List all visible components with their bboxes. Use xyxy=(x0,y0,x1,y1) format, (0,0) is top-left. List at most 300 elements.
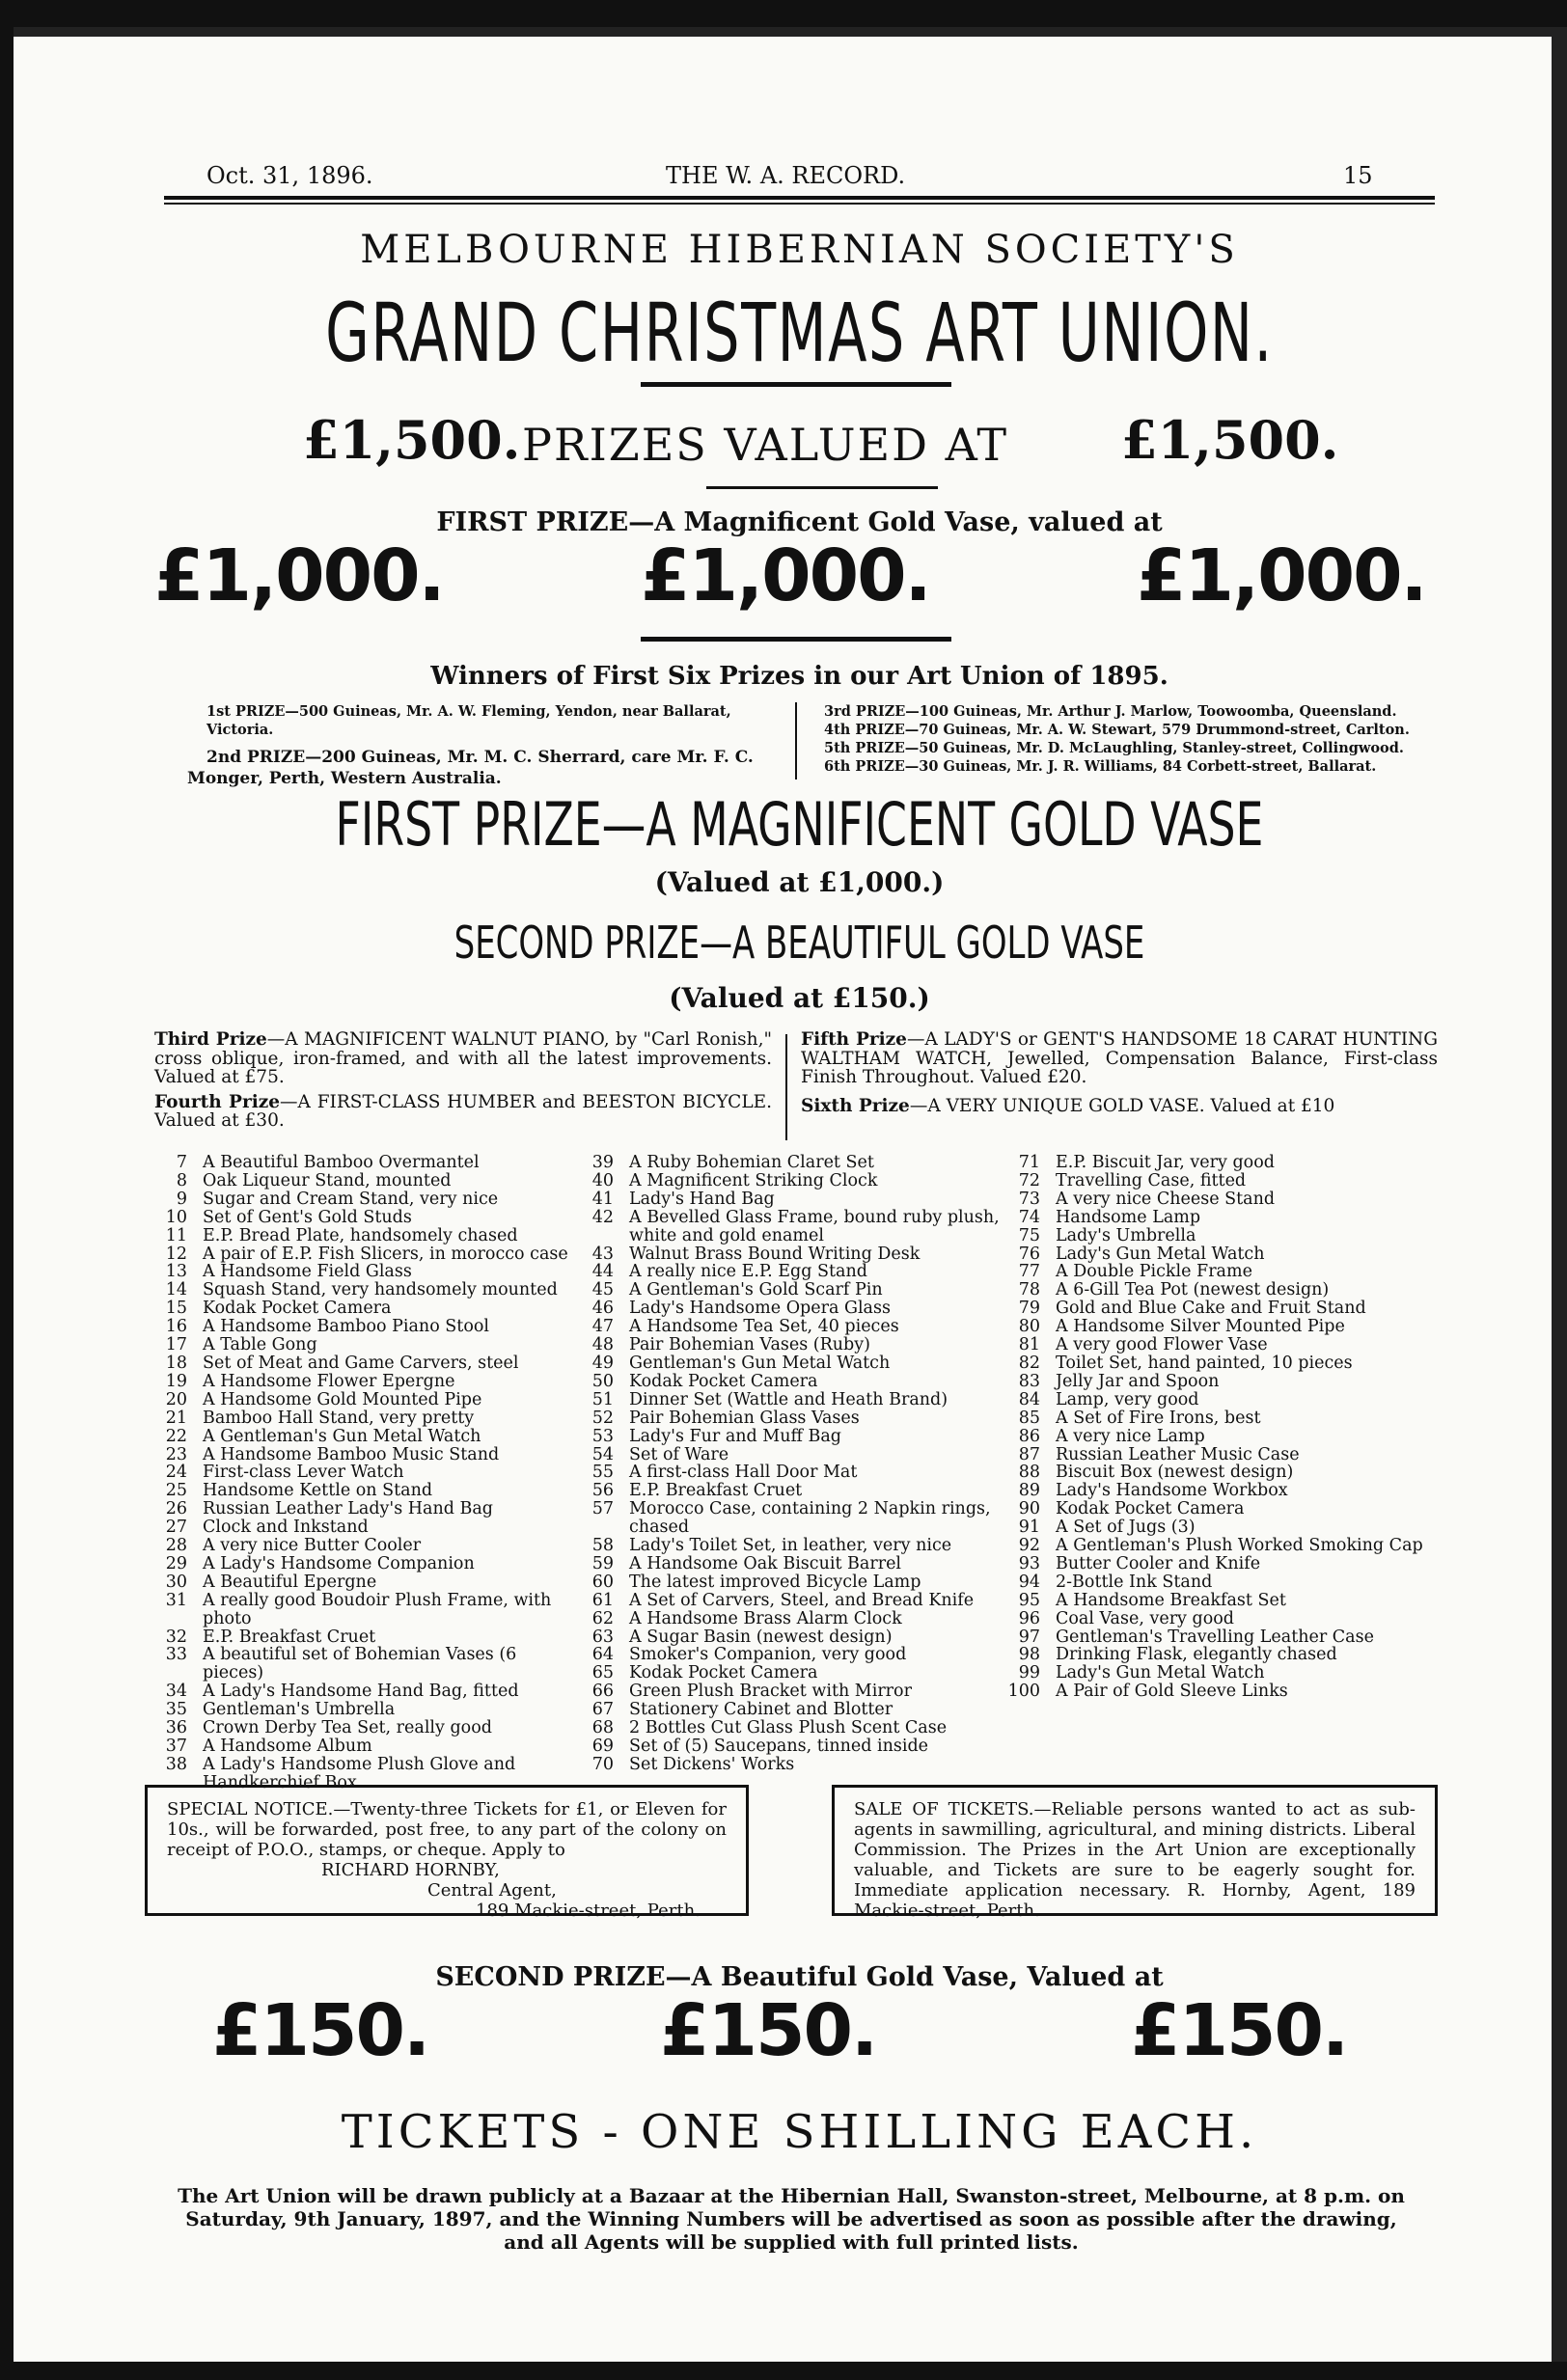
prize-item-number: 72 xyxy=(1018,1170,1040,1190)
prize-item-text: A Handsome Album xyxy=(203,1737,372,1756)
prize-item xyxy=(575,1592,1000,1610)
prize-item-number: 73 xyxy=(1018,1189,1040,1209)
prize-item-text: Set Dickens' Works xyxy=(629,1754,795,1774)
prize-item-text: Handsome Lamp xyxy=(1056,1207,1201,1227)
first-prize-divider xyxy=(641,637,951,642)
second-prize-amount-right: £150. xyxy=(1131,1989,1348,2072)
prize-item xyxy=(149,1446,573,1464)
first-prize-banner-label: FIRST PRIZE—A Magnificent Gold Vase, valued at xyxy=(436,507,1163,537)
prizes-left xyxy=(154,1030,772,1131)
sixth-prize xyxy=(801,1097,1438,1116)
first-prize-amount-right: £1,000. xyxy=(1137,534,1426,617)
prize-item-number: 89 xyxy=(1018,1481,1040,1501)
prize-item-number: 86 xyxy=(1018,1426,1040,1446)
prize-item xyxy=(1002,1299,1426,1318)
prize-list-col-3 xyxy=(1002,1154,1426,1701)
prize-item xyxy=(1002,1537,1426,1555)
prize-item-number: 91 xyxy=(1018,1518,1040,1538)
prize-item-text: Biscuit Box (newest design) xyxy=(1056,1463,1294,1483)
prize-item-number: 11 xyxy=(165,1225,187,1245)
prize-item-number: 62 xyxy=(591,1608,614,1628)
prizes-divider xyxy=(785,1034,787,1140)
prize-item-text: A Beautiful Epergne xyxy=(203,1572,377,1592)
first-prize-amount-center: £1,000. xyxy=(641,534,930,617)
prize-item-number: 14 xyxy=(165,1280,187,1300)
prize-item-text: Bamboo Hall Stand, very pretty xyxy=(203,1408,475,1428)
prize-item xyxy=(1002,1628,1426,1647)
special-notice-text: SPECIAL NOTICE.—Twenty-three Tickets for £1, or Eleven for 10s., will be forwarded, post free, to any part of the colony on receipt of P.O.O., stamps, or cheque. Apply to xyxy=(167,1799,727,1860)
prize-item-number: 35 xyxy=(165,1700,187,1720)
prize-item xyxy=(575,1482,1000,1500)
winner-4: 4th PRIZE—70 Guineas, Mr. A. W. Stewart, 579 Drummond-street, Carlton. xyxy=(824,722,1410,738)
prize-item xyxy=(1002,1391,1426,1409)
prize-item-text: Set of Meat and Game Carvers, steel xyxy=(203,1353,519,1373)
prize-item-number: 67 xyxy=(591,1700,614,1720)
prize-item xyxy=(1002,1555,1426,1573)
prize-item xyxy=(149,1409,573,1428)
prize-item-text: A Lady's Handsome Hand Bag, fitted xyxy=(203,1682,519,1702)
prize-item xyxy=(149,1482,573,1500)
second-prize-value: (Valued at £150.) xyxy=(669,982,930,1014)
prize-item xyxy=(1002,1682,1426,1701)
prize-item xyxy=(575,1628,1000,1647)
prize-item-text: Dinner Set (Wattle and Heath Brand) xyxy=(629,1389,948,1409)
prize-item xyxy=(149,1737,573,1756)
prize-item-text: E.P. Bread Plate, handsomely chased xyxy=(203,1225,518,1245)
prize-item xyxy=(575,1646,1000,1664)
prize-item xyxy=(575,1701,1000,1719)
prize-item-number: 40 xyxy=(591,1170,614,1190)
prize-item-number: 18 xyxy=(165,1353,187,1373)
prize-item-number: 10 xyxy=(165,1207,187,1227)
prize-item-text: A very nice Lamp xyxy=(1056,1426,1205,1446)
prize-item xyxy=(575,1737,1000,1756)
prize-item xyxy=(575,1336,1000,1354)
second-prize-amount-center: £150. xyxy=(660,1989,877,2072)
prize-item-text: Toilet Set, hand painted, 10 pieces xyxy=(1056,1353,1353,1373)
prize-item xyxy=(575,1610,1000,1628)
prize-item xyxy=(1002,1336,1426,1354)
prize-item-text: A very good Flower Vase xyxy=(1056,1335,1268,1355)
prize-item-number: 98 xyxy=(1018,1645,1040,1665)
prize-item-number: 54 xyxy=(591,1444,614,1464)
prize-item-number: 79 xyxy=(1018,1299,1040,1319)
winner-3: 3rd PRIZE—100 Guineas, Mr. Arthur J. Marlow, Toowoomba, Queensland. xyxy=(824,703,1397,720)
prize-item xyxy=(1002,1573,1426,1592)
prize-item-number: 20 xyxy=(165,1389,187,1409)
prize-item-number: 59 xyxy=(591,1553,614,1573)
prize-item-number: 66 xyxy=(591,1682,614,1702)
prize-item xyxy=(149,1318,573,1336)
prize-item xyxy=(1002,1373,1426,1391)
prize-item-text: Pair Bohemian Glass Vases xyxy=(629,1408,860,1428)
third-prize xyxy=(154,1030,772,1087)
prize-item-number: 36 xyxy=(165,1718,187,1738)
prize-item-text: A Gentleman's Gold Scarf Pin xyxy=(629,1280,883,1300)
prize-item xyxy=(1002,1318,1426,1336)
prize-item xyxy=(575,1719,1000,1737)
prize-item-number: 77 xyxy=(1018,1262,1040,1282)
fourth-prize-text: —A FIRST-CLASS HUMBER and BEESTON BICYCLE. Valued at £30. xyxy=(154,1091,773,1131)
prize-item-text: A first-class Hall Door Mat xyxy=(629,1463,858,1483)
prize-item xyxy=(1002,1518,1426,1537)
prize-item-text: Walnut Brass Bound Writing Desk xyxy=(629,1244,921,1264)
prize-item xyxy=(149,1281,573,1299)
prize-item xyxy=(575,1573,1000,1592)
prize-item-number: 48 xyxy=(591,1335,614,1355)
prize-item-text: Kodak Pocket Camera xyxy=(203,1299,392,1319)
prize-item-number: 15 xyxy=(165,1299,187,1319)
prize-item xyxy=(1002,1482,1426,1500)
prize-item-number: 37 xyxy=(165,1737,187,1756)
prize-item xyxy=(149,1263,573,1281)
prize-item-number: 90 xyxy=(1018,1499,1040,1519)
prize-item-number: 61 xyxy=(591,1590,614,1610)
prize-item-number: 80 xyxy=(1018,1317,1040,1337)
prize-item-text: Jelly Jar and Spoon xyxy=(1056,1371,1220,1391)
prize-item-text: A Pair of Gold Sleeve Links xyxy=(1056,1682,1288,1702)
prize-item xyxy=(149,1682,573,1701)
prize-item-number: 64 xyxy=(591,1645,614,1665)
prize-item-number: 39 xyxy=(591,1153,614,1172)
prize-item xyxy=(575,1391,1000,1409)
prize-item-number: 100 xyxy=(1007,1682,1040,1702)
header-rule-thick xyxy=(164,196,1435,200)
prize-item-number: 83 xyxy=(1018,1371,1040,1391)
prize-item-number: 42 xyxy=(591,1207,614,1227)
prize-item-text: A Lady's Handsome Plush Glove and Handkerchief Box xyxy=(203,1754,516,1792)
prize-item xyxy=(149,1555,573,1573)
prize-item-number: 93 xyxy=(1018,1553,1040,1573)
newspaper-page xyxy=(14,27,1567,2362)
prize-item-text: A Gentleman's Plush Worked Smoking Cap xyxy=(1056,1536,1423,1556)
prize-item xyxy=(149,1336,573,1354)
prize-item-number: 7 xyxy=(176,1153,187,1172)
first-prize-amount-left: £1,000. xyxy=(154,534,444,617)
winner-1: 1st PRIZE—500 Guineas, Mr. A. W. Fleming, Yendon, near Ballarat, Victoria. xyxy=(206,703,731,738)
prize-item xyxy=(149,1719,573,1737)
prize-item-number: 38 xyxy=(165,1754,187,1774)
prize-item-number: 31 xyxy=(165,1590,187,1610)
prize-item xyxy=(575,1245,1000,1264)
prize-item-number: 69 xyxy=(591,1737,614,1756)
prize-item-text: Sugar and Cream Stand, very nice xyxy=(203,1189,499,1209)
fifth-prize-label: Fifth Prize xyxy=(801,1029,907,1050)
sixth-prize-text: —A VERY UNIQUE GOLD VASE. Valued at £10 xyxy=(909,1095,1335,1116)
prize-item-text: A very nice Butter Cooler xyxy=(203,1536,422,1556)
prize-item-text: 2 Bottles Cut Glass Plush Scent Case xyxy=(629,1718,948,1738)
prize-item-text: Oak Liqueur Stand, mounted xyxy=(203,1170,452,1190)
prize-item xyxy=(149,1500,573,1518)
prize-item-text: Handsome Kettle on Stand xyxy=(203,1481,433,1501)
prize-item-text: Gentleman's Travelling Leather Case xyxy=(1056,1627,1374,1647)
prize-item-text: Kodak Pocket Camera xyxy=(629,1371,818,1391)
prize-item xyxy=(575,1409,1000,1428)
prize-item-number: 57 xyxy=(591,1499,614,1519)
prize-item-text: Set of Gent's Gold Studs xyxy=(203,1207,412,1227)
prize-item xyxy=(149,1701,573,1719)
fourth-prize xyxy=(154,1093,772,1131)
prize-item-number: 55 xyxy=(591,1463,614,1483)
second-prize-banner-label: SECOND PRIZE—A Beautiful Gold Vase, Valued at xyxy=(435,1962,1164,1992)
prize-item xyxy=(149,1464,573,1482)
prize-item-number: 13 xyxy=(165,1262,187,1282)
prize-item xyxy=(1002,1227,1426,1245)
prize-item-text: A Handsome Bamboo Piano Stool xyxy=(203,1317,489,1337)
prize-item xyxy=(575,1555,1000,1573)
prize-item-text: A Handsome Breakfast Set xyxy=(1056,1590,1286,1610)
prize-item xyxy=(149,1154,573,1172)
prize-item xyxy=(575,1299,1000,1318)
prize-item-text: A Handsome Field Glass xyxy=(203,1262,412,1282)
prize-item-number: 95 xyxy=(1018,1590,1040,1610)
prize-item xyxy=(575,1500,1000,1537)
prize-item-text: Pair Bohemian Vases (Ruby) xyxy=(629,1335,870,1355)
prize-item xyxy=(149,1646,573,1682)
prize-value-underline xyxy=(706,486,938,489)
prize-item-number: 46 xyxy=(591,1299,614,1319)
prize-item xyxy=(1002,1664,1426,1682)
prize-item xyxy=(575,1281,1000,1299)
prize-item-text: Lady's Handsome Workbox xyxy=(1056,1481,1288,1501)
prize-item-text: A Bevelled Glass Frame, bound ruby plush, white and gold enamel xyxy=(629,1207,1000,1245)
prize-item xyxy=(575,1154,1000,1172)
prize-item xyxy=(149,1227,573,1245)
header-publication: THE W. A. RECORD. xyxy=(666,162,906,189)
prize-item xyxy=(575,1172,1000,1190)
prize-item-number: 33 xyxy=(165,1645,187,1665)
prize-item-number: 81 xyxy=(1018,1335,1040,1355)
prize-item-text: A Handsome Gold Mounted Pipe xyxy=(203,1389,482,1409)
prize-item xyxy=(575,1682,1000,1701)
prize-item xyxy=(149,1428,573,1446)
prize-item-number: 56 xyxy=(591,1481,614,1501)
winner-2: 2nd PRIZE—200 Guineas, Mr. M. C. Sherrard, care Mr. F. C. Monger, Perth, Western Australia. xyxy=(187,748,754,788)
prize-item-text: A Sugar Basin (newest design) xyxy=(629,1627,893,1647)
prize-item-text: Gold and Blue Cake and Fruit Stand xyxy=(1056,1299,1366,1319)
prize-item-text: Gentleman's Gun Metal Watch xyxy=(629,1353,891,1373)
prize-item-text: A Double Pickle Frame xyxy=(1056,1262,1252,1282)
prize-item-text: A Set of Carvers, Steel, and Bread Knife xyxy=(629,1590,975,1610)
prize-item-number: 45 xyxy=(591,1280,614,1300)
prize-item xyxy=(575,1318,1000,1336)
prize-item-text: Lady's Handsome Opera Glass xyxy=(629,1299,891,1319)
footer-note: The Art Union will be drawn publicly at a Bazaar at the Hibernian Hall, Swanston-street, Melbourne, at 8 p.m. on Saturday, 9th January, 1897, and the Winning Numbers will be advertised as soon as possible after the drawing, and all Agents will be supplied with full printed lists. xyxy=(178,2184,1405,2254)
prize-item-text: Clock and Inkstand xyxy=(203,1518,369,1538)
prize-item xyxy=(149,1391,573,1409)
prize-item xyxy=(575,1446,1000,1464)
third-prize-text: —A MAGNIFICENT WALNUT PIANO, by "Carl Ronish," cross oblique, iron-framed, and with all the latest improvements. Valued at £75. xyxy=(154,1029,772,1087)
sale-of-tickets-text: SALE OF TICKETS.—Reliable persons wanted to act as sub-agents in sawmilling, agricultural, and mining districts. Liberal Commission. The Prizes in the Art Union are exceptionally valuable, and Tickets are sure to be eagerly sought for. Immediate application necessary. R. Hornby, Agent, 189 Mackie-street, Perth. xyxy=(854,1799,1416,1921)
prize-list-col-2 xyxy=(575,1154,1000,1774)
prize-item xyxy=(1002,1500,1426,1518)
prize-item xyxy=(1002,1446,1426,1464)
prize-value-text: PRIZES VALUED AT xyxy=(522,419,1009,471)
fifth-prize-text: —A LADY'S or GENT'S HANDSOME 18 CARAT HUNTING WALTHAM WATCH, Jewelled, Compensation Balance, First-class Finish Throughout. Valued £20. xyxy=(801,1029,1438,1087)
prize-item-number: 26 xyxy=(165,1499,187,1519)
prize-item-text: Stationery Cabinet and Blotter xyxy=(629,1700,893,1720)
prize-item-text: Green Plush Bracket with Mirror xyxy=(629,1682,912,1702)
prize-item-number: 97 xyxy=(1018,1627,1040,1647)
prize-item-text: E.P. Breakfast Cruet xyxy=(629,1481,803,1501)
prize-item xyxy=(149,1209,573,1227)
prize-item-text: A Set of Jugs (3) xyxy=(1056,1518,1196,1538)
prize-item-text: Russian Leather Music Case xyxy=(1056,1444,1300,1464)
prize-item-number: 25 xyxy=(165,1481,187,1501)
prize-item-number: 85 xyxy=(1018,1408,1040,1428)
prize-item-number: 53 xyxy=(591,1426,614,1446)
prize-item-number: 29 xyxy=(165,1553,187,1573)
prize-item-text: Set of (5) Saucepans, tinned inside xyxy=(629,1737,929,1756)
prize-item-number: 27 xyxy=(165,1518,187,1538)
prize-item-number: 32 xyxy=(165,1627,187,1647)
prize-item-text: Gentleman's Umbrella xyxy=(203,1700,396,1720)
prize-item-text: Smoker's Companion, very good xyxy=(629,1645,907,1665)
prize-item-text: A Set of Fire Irons, best xyxy=(1056,1408,1261,1428)
third-prize-label: Third Prize xyxy=(154,1029,267,1050)
winners-left-col xyxy=(187,702,756,789)
prize-item-text: Lamp, very good xyxy=(1056,1389,1199,1409)
prize-item-number: 76 xyxy=(1018,1244,1040,1264)
prize-item-number: 78 xyxy=(1018,1280,1040,1300)
prize-item-number: 92 xyxy=(1018,1536,1040,1556)
prize-item-number: 82 xyxy=(1018,1353,1040,1373)
prize-item-number: 58 xyxy=(591,1536,614,1556)
prize-item xyxy=(1002,1610,1426,1628)
prizes-right xyxy=(801,1030,1438,1115)
prize-item xyxy=(149,1518,573,1537)
prize-item xyxy=(1002,1154,1426,1172)
prize-item-number: 30 xyxy=(165,1572,187,1592)
prize-item-text: A Handsome Oak Biscuit Barrel xyxy=(629,1553,902,1573)
society-title: MELBOURNE HIBERNIAN SOCIETY'S xyxy=(360,228,1239,272)
tickets-price: TICKETS - ONE SHILLING EACH. xyxy=(341,2105,1258,2159)
prize-item xyxy=(1002,1209,1426,1227)
prize-item-number: 50 xyxy=(591,1371,614,1391)
prize-item-number: 68 xyxy=(591,1718,614,1738)
prize-item-text: A pair of E.P. Fish Slicers, in morocco case xyxy=(203,1244,568,1264)
sale-of-tickets-box xyxy=(832,1785,1438,1921)
prize-item-text: A Table Gong xyxy=(203,1335,317,1355)
prize-item-text: 2-Bottle Ink Stand xyxy=(1056,1572,1213,1592)
winner-5: 5th PRIZE—50 Guineas, Mr. D. McLaughling, Stanley-street, Collingwood. xyxy=(824,740,1404,756)
prize-item xyxy=(1002,1190,1426,1209)
fifth-prize xyxy=(801,1030,1438,1087)
prize-item xyxy=(149,1354,573,1373)
fourth-prize-label: Fourth Prize xyxy=(154,1091,281,1112)
prize-item xyxy=(1002,1409,1426,1428)
prize-item xyxy=(1002,1428,1426,1446)
prize-item-number: 43 xyxy=(591,1244,614,1264)
prize-item xyxy=(1002,1281,1426,1299)
special-notice-box xyxy=(145,1785,749,1921)
prize-item-text: A Ruby Bohemian Claret Set xyxy=(629,1153,874,1172)
winners-right-col xyxy=(824,702,1422,776)
prize-item-number: 21 xyxy=(165,1408,187,1428)
prize-item-number: 34 xyxy=(165,1682,187,1702)
prize-item xyxy=(149,1537,573,1555)
prize-item-number: 88 xyxy=(1018,1463,1040,1483)
sixth-prize-label: Sixth Prize xyxy=(801,1095,910,1116)
prize-item-text: A 6-Gill Tea Pot (newest design) xyxy=(1056,1280,1330,1300)
prize-item-number: 22 xyxy=(165,1426,187,1446)
prize-item xyxy=(575,1464,1000,1482)
prize-item-text: Lady's Hand Bag xyxy=(629,1189,775,1209)
prize-item-number: 28 xyxy=(165,1536,187,1556)
prize-item-number: 24 xyxy=(165,1463,187,1483)
winners-divider xyxy=(795,702,797,780)
prize-item-text: Lady's Fur and Muff Bag xyxy=(629,1426,841,1446)
prize-item xyxy=(1002,1464,1426,1482)
prize-item xyxy=(575,1263,1000,1281)
prize-item xyxy=(149,1172,573,1190)
prize-item-text: Lady's Gun Metal Watch xyxy=(1056,1244,1265,1264)
prize-item xyxy=(575,1354,1000,1373)
prize-item-number: 9 xyxy=(176,1189,187,1209)
prize-item xyxy=(575,1190,1000,1209)
prize-item-number: 47 xyxy=(591,1317,614,1337)
header-date: Oct. 31, 1896. xyxy=(206,162,373,189)
prize-item-text: A really good Boudoir Plush Frame, with photo xyxy=(203,1590,552,1628)
prize-item-text: Crown Derby Tea Set, really good xyxy=(203,1718,492,1738)
prize-item-text: A beautiful set of Bohemian Vases (6 pieces) xyxy=(203,1645,517,1683)
header-rule-thin xyxy=(164,203,1435,205)
prize-item-number: 8 xyxy=(176,1170,187,1190)
prize-value-right: £1,500. xyxy=(1121,409,1339,471)
prize-item-text: A Handsome Brass Alarm Clock xyxy=(629,1608,902,1628)
prize-item-text: E.P. Biscuit Jar, very good xyxy=(1056,1153,1275,1172)
prize-item-number: 75 xyxy=(1018,1225,1040,1245)
prize-item-number: 71 xyxy=(1018,1153,1040,1172)
prize-item-text: Lady's Umbrella xyxy=(1056,1225,1196,1245)
prize-item xyxy=(149,1592,573,1628)
prize-item-text: A really nice E.P. Egg Stand xyxy=(629,1262,867,1282)
prize-item xyxy=(149,1573,573,1592)
prize-item xyxy=(149,1190,573,1209)
prize-item-text: A very nice Cheese Stand xyxy=(1056,1189,1276,1209)
title-divider xyxy=(641,382,951,387)
prize-item-number: 65 xyxy=(591,1663,614,1683)
prize-item xyxy=(575,1373,1000,1391)
prize-item-text: Set of Ware xyxy=(629,1444,729,1464)
prize-item-number: 99 xyxy=(1018,1663,1040,1683)
prize-item-number: 84 xyxy=(1018,1389,1040,1409)
prize-item xyxy=(149,1245,573,1264)
prize-item-number: 87 xyxy=(1018,1444,1040,1464)
prize-item-number: 41 xyxy=(591,1189,614,1209)
prize-item-text: A Beautiful Bamboo Overmantel xyxy=(203,1153,480,1172)
prize-item-text: First-class Lever Watch xyxy=(203,1463,404,1483)
special-notice-name: RICHARD HORNBY, xyxy=(321,1860,500,1880)
event-title: GRAND CHRISTMAS ART UNION. xyxy=(325,286,1274,380)
prize-value-left: £1,500. xyxy=(303,409,521,471)
prize-item-text: Coal Vase, very good xyxy=(1056,1608,1234,1628)
prize-item-text: A Handsome Bamboo Music Stand xyxy=(203,1444,500,1464)
first-prize-title: FIRST PRIZE—A MAGNIFICENT GOLD VASE xyxy=(335,789,1264,860)
prize-item-number: 23 xyxy=(165,1444,187,1464)
prize-item-number: 96 xyxy=(1018,1608,1040,1628)
prize-item-number: 16 xyxy=(165,1317,187,1337)
prize-list-col-1 xyxy=(149,1154,573,1792)
prize-item xyxy=(1002,1354,1426,1373)
prize-item xyxy=(1002,1263,1426,1281)
prize-item-text: A Lady's Handsome Companion xyxy=(203,1553,475,1573)
prize-item-number: 52 xyxy=(591,1408,614,1428)
header-page-number: 15 xyxy=(1343,162,1373,189)
prize-item-text: A Magnificent Striking Clock xyxy=(629,1170,878,1190)
first-prize-value: (Valued at £1,000.) xyxy=(654,866,945,898)
prize-item xyxy=(149,1628,573,1647)
